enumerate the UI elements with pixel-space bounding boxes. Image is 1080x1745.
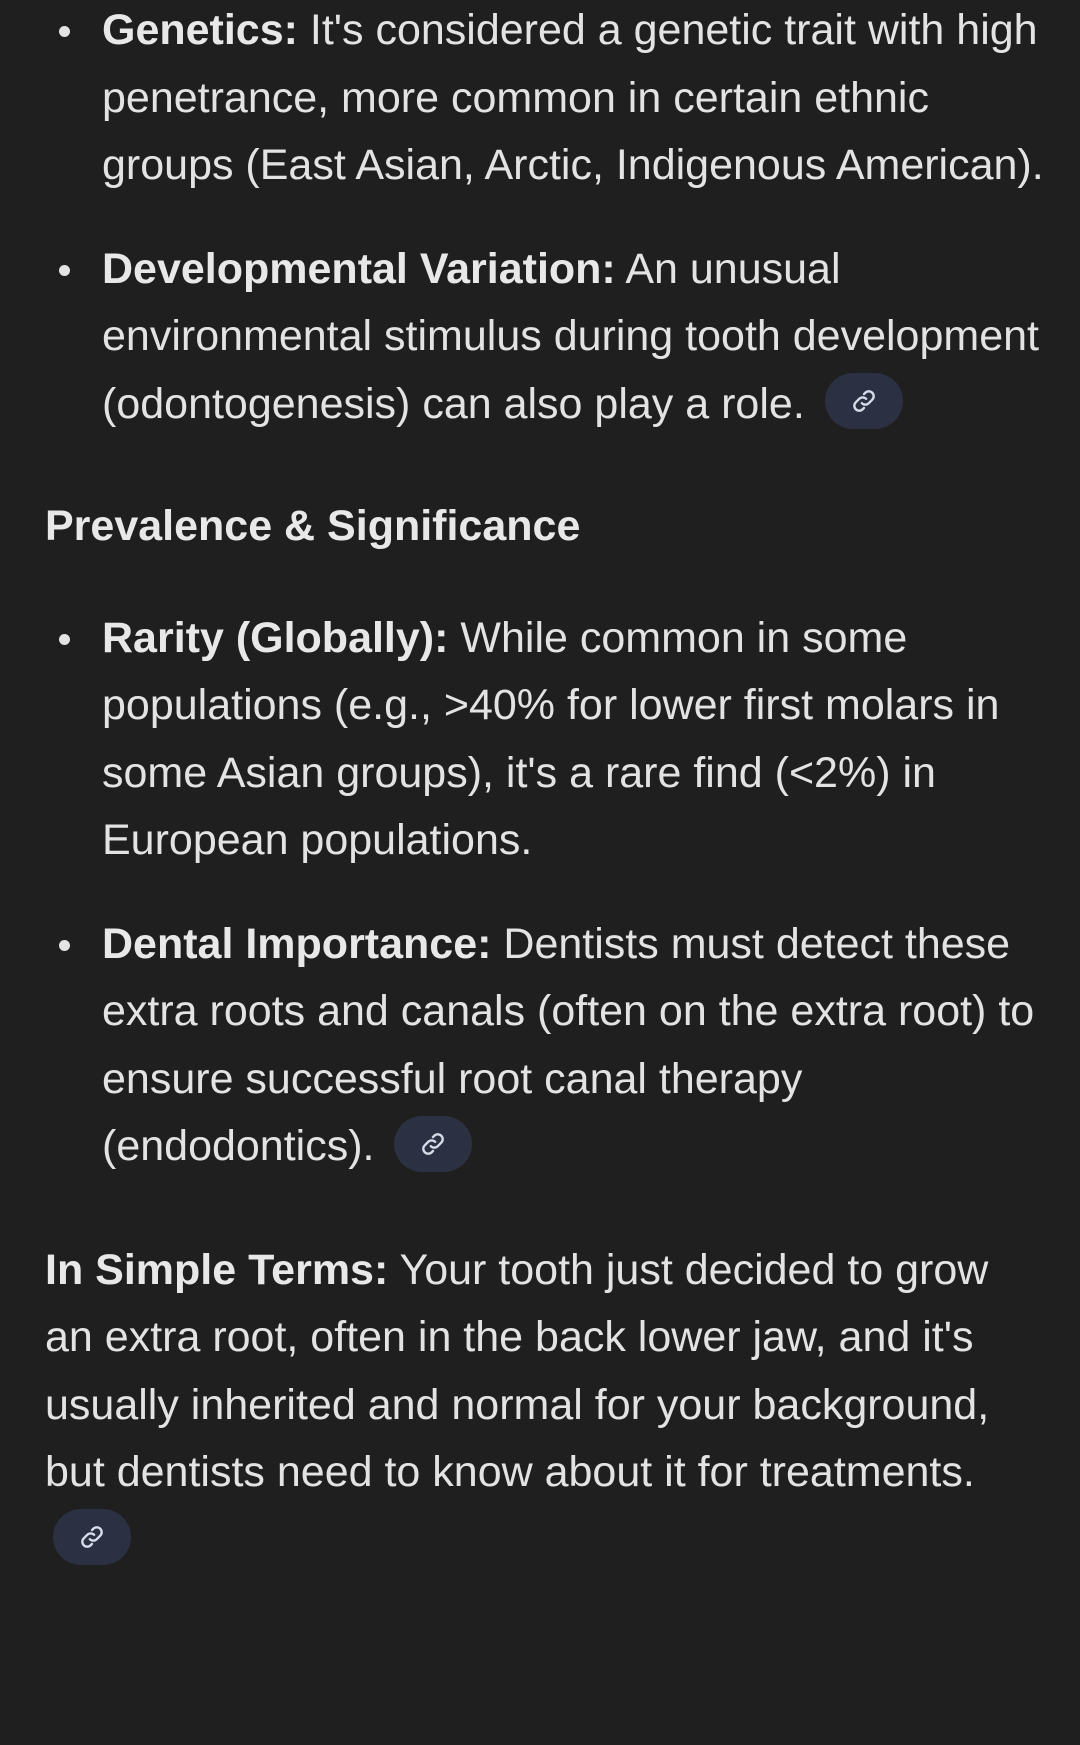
list-item-genetics bbox=[45, 0, 1045, 200]
list-item-term: Developmental Variation: bbox=[102, 244, 616, 293]
list-item-term: Genetics: bbox=[102, 6, 298, 54]
list-item-text: It's considered a genetic trait with high penetrance, more common in certain ethnic groups (East Asian, Arctic, Indigenous American). bbox=[102, 6, 1044, 189]
list-item-rarity bbox=[45, 605, 1045, 875]
list-item-text: Dentists must detect these extra roots and canals (often on the extra root) to ensure successful root canal therapy (endodontics). bbox=[102, 919, 1035, 1170]
prevalence-list bbox=[45, 605, 1045, 1181]
list-item-developmental-variation bbox=[45, 236, 1045, 439]
summary-term: In Simple Terms: bbox=[45, 1245, 389, 1294]
list-item-term: Rarity (Globally): bbox=[102, 613, 449, 662]
link-icon bbox=[851, 388, 877, 414]
link-icon bbox=[79, 1524, 105, 1550]
list-item-dental-importance bbox=[45, 911, 1045, 1181]
list-item-text: An unusual environmental stimulus during tooth development (odontogenesis) can also play a role. bbox=[102, 244, 1039, 428]
response-content bbox=[45, 0, 1045, 1574]
genetics-list bbox=[45, 0, 1045, 438]
source-link-button[interactable] bbox=[53, 1509, 131, 1565]
summary-paragraph bbox=[45, 1237, 1045, 1575]
source-link-button[interactable] bbox=[394, 1116, 472, 1172]
summary-text: Your tooth just decided to grow an extra root, often in the back lower jaw, and it's usually inherited and normal for your background, but dentists need to know about it for treatments. bbox=[45, 1245, 990, 1496]
list-item-text: While common in some populations (e.g., >40% for lower first molars in some Asian groups), it's a rare find (<2%) in European populations. bbox=[102, 613, 1000, 864]
list-item-term: Dental Importance: bbox=[102, 919, 492, 968]
section-heading: Prevalence & Significance bbox=[45, 502, 581, 550]
source-link-button[interactable] bbox=[825, 373, 903, 429]
link-icon bbox=[420, 1131, 446, 1157]
